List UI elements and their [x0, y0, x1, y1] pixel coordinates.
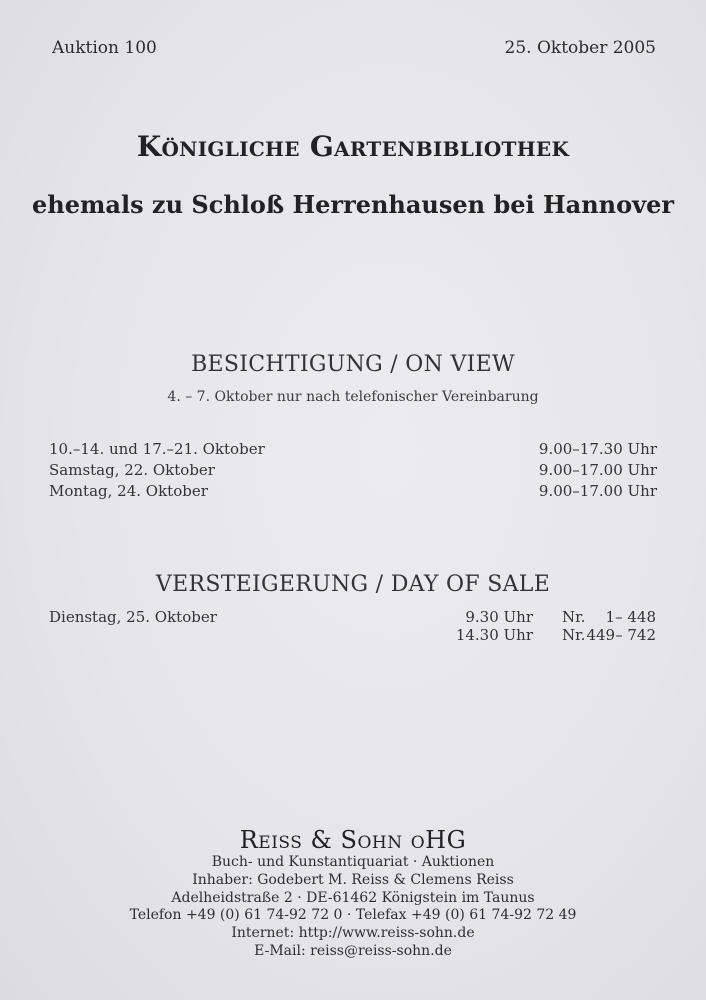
view-row-day: Montag, 24. Oktober	[49, 482, 208, 500]
view-row-time: 9.00–17.00 Uhr	[538, 482, 657, 500]
sale-session	[420, 608, 656, 627]
firm-line: Telefon +49 (0) 61 74-92 72 0 · Telefax +49 (0) 61 74-92 72 49	[129, 907, 577, 923]
sale-session	[420, 626, 656, 645]
firm-line: E-Mail: reiss@reiss-sohn.de	[254, 943, 452, 959]
sale-session-nr: Nr.	[562, 608, 586, 626]
view-row	[49, 482, 657, 503]
firm-line: Internet: http://www.reiss-sohn.de	[231, 925, 475, 941]
sale-heading: VERSTEIGERUNG / DAY OF SALE	[155, 572, 551, 597]
auction-number: Auktion 100	[52, 38, 157, 58]
view-row-day: Samstag, 22. Oktober	[49, 461, 215, 479]
firm-line: Adelheidstraße 2 · DE-61462 Königstein im Taunus	[171, 890, 535, 906]
firm-line: Inhaber: Godebert M. Reiss & Clemens Reiss	[192, 872, 514, 888]
sale-session-nr: Nr.	[562, 626, 586, 644]
view-row-time: 9.00–17.00 Uhr	[538, 461, 657, 479]
sale-session-range: 1– 448	[605, 608, 656, 626]
on-view-note: 4. – 7. Oktober nur nach telefonischer Vereinbarung	[167, 389, 539, 405]
page-title: Königliche Gartenbibliothek	[136, 130, 570, 163]
on-view-heading: BESICHTIGUNG / ON VIEW	[191, 352, 515, 377]
sale-session-range: 449– 742	[586, 626, 656, 644]
view-row	[49, 461, 657, 482]
view-row	[49, 440, 657, 461]
view-row-time: 9.00–17.30 Uhr	[538, 440, 657, 458]
page-subtitle: ehemals zu Schloß Herrenhausen bei Hannover	[32, 190, 674, 219]
sale-session-time: 9.30 Uhr	[465, 608, 533, 626]
view-row-day: 10.–14. und 17.–21. Oktober	[49, 440, 265, 458]
sale-day: Dienstag, 25. Oktober	[49, 608, 217, 626]
firm-line: Buch- und Kunstantiquariat · Auktionen	[211, 854, 495, 870]
auction-date: 25. Oktober 2005	[504, 38, 656, 58]
sale-session-time: 14.30 Uhr	[455, 626, 533, 644]
firm-name: Reiss & Sohn oHG	[239, 826, 467, 854]
